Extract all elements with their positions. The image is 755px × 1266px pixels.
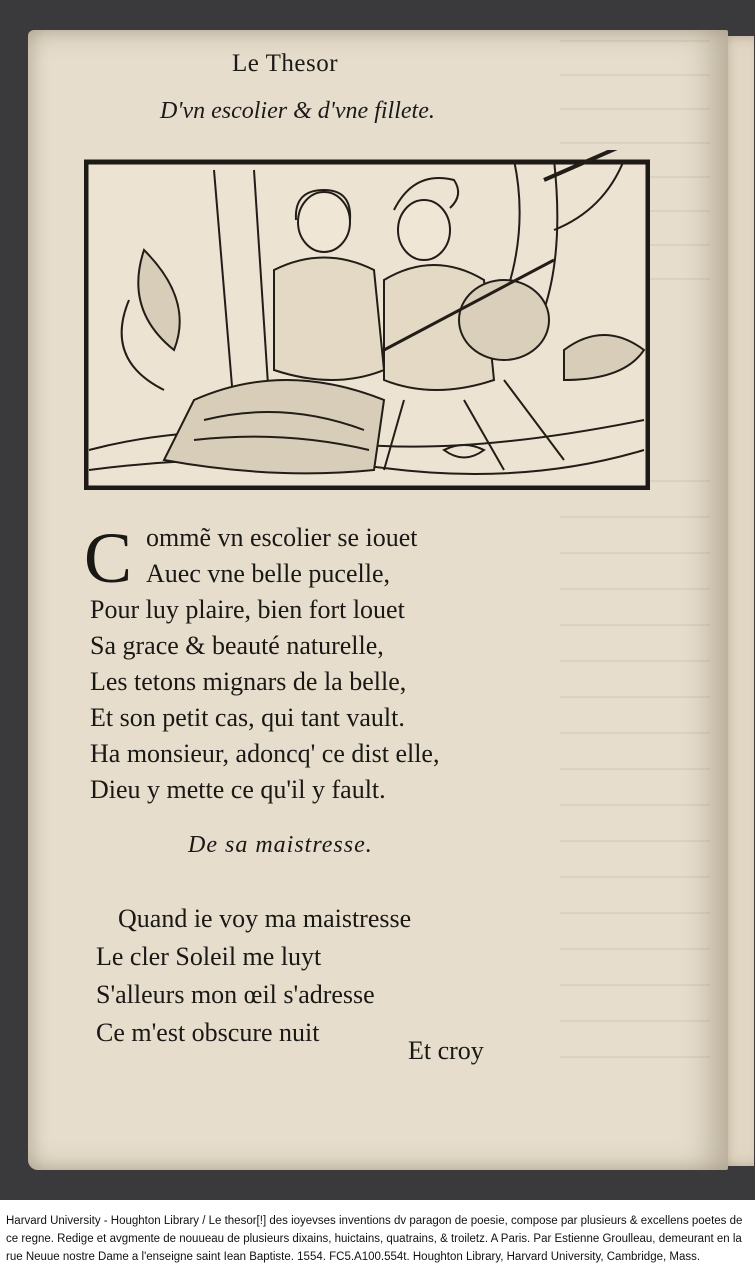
catchword: Et croy <box>408 1036 484 1065</box>
verse-line: Dieu y mette ce qu'il y fault. <box>90 775 386 804</box>
image-caption: Harvard University - Houghton Library / Le thesor[!] des ioyevses inventions dv paragon de poesie, compose par plusieurs & excellens poetes de ce regne. Redige et avgmente de nouueau de plusieurs dixains, huictains, quatrains, & troiletz. A Paris. Par Estienne Groulleau, demeurant en la rue Neuue nostre Dame a l'enseigne saint Iean Baptiste. 1554. FC5.A100.554t. Houghton Library, Harvard University, Cambridge, Mass. <box>6 1215 743 1263</box>
poem-title: D'vn escolier & d'vne fillete. <box>160 98 435 124</box>
verse-line: Et son petit cas, qui tant vault. <box>90 703 405 732</box>
running-title: Le Thesor <box>232 50 339 77</box>
poem-text <box>96 900 411 1052</box>
woodcut-illustration <box>84 150 650 490</box>
verse-line: Ce m'est obscure nuit <box>96 1018 320 1047</box>
verse-line: Sa grace & beauté naturelle, <box>90 631 384 660</box>
section-heading: De sa maistresse. <box>188 832 373 858</box>
show-through <box>560 480 710 1060</box>
verse-line: ommẽ vn escolier se iouet <box>146 523 418 552</box>
verse-line: Auec vne belle pucelle, <box>146 559 390 588</box>
verse-line: Ha monsieur, adoncq' ce dist elle, <box>90 739 440 768</box>
verse-line: S'alleurs mon œil s'adresse <box>96 980 375 1009</box>
drop-capital: C <box>84 518 133 598</box>
verse-line: Quand ie voy ma maistresse <box>118 904 412 933</box>
verse-line: Le cler Soleil me luyt <box>96 942 322 971</box>
verse-line: Les tetons mignars de la belle, <box>90 667 407 696</box>
verse-line: Pour luy plaire, bien fort louet <box>90 595 405 624</box>
poem-text <box>90 520 439 808</box>
